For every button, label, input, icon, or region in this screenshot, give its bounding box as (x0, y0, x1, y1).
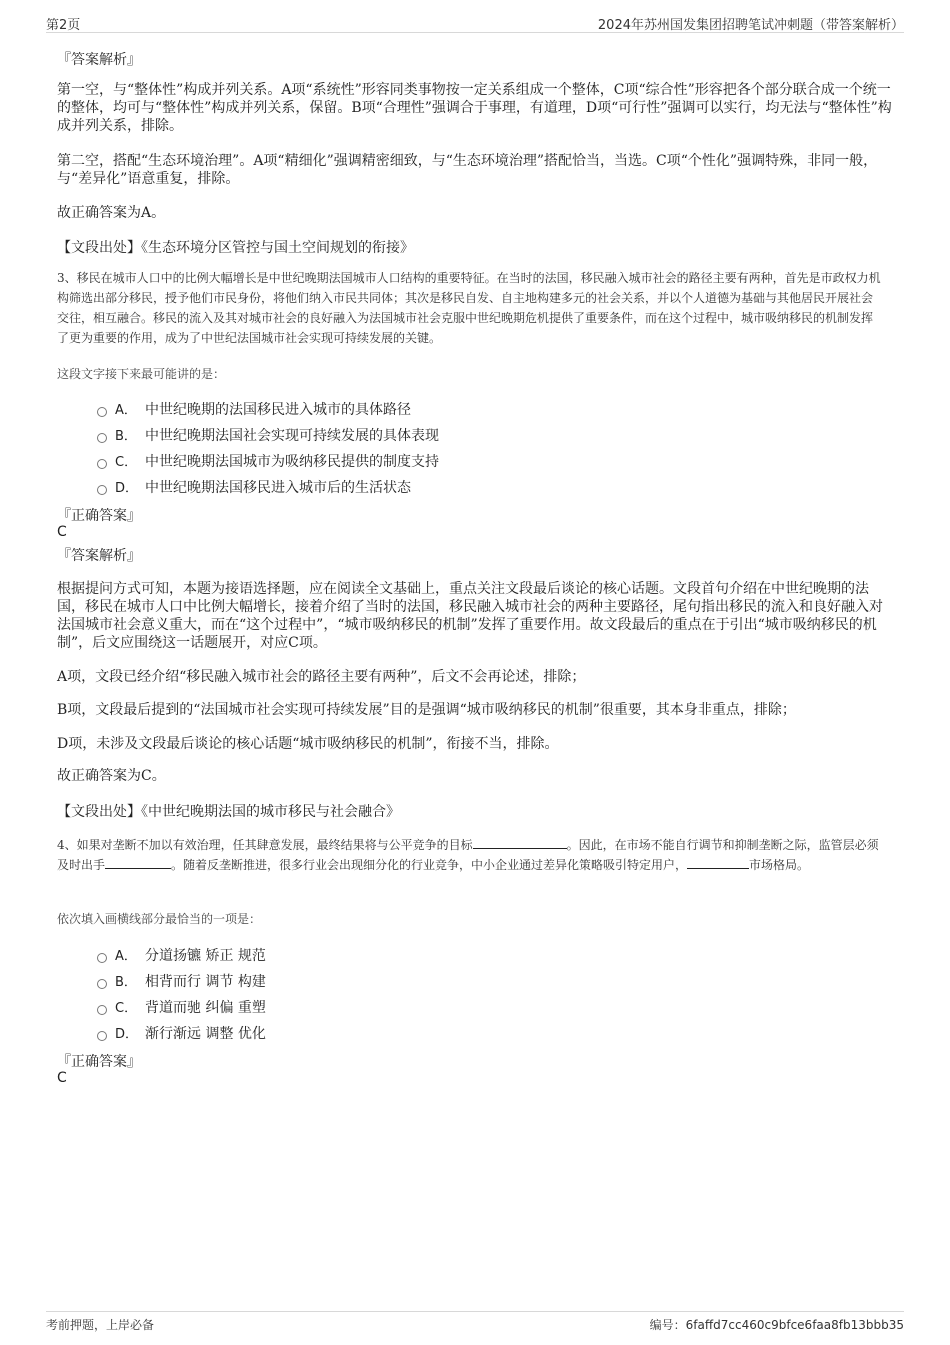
question-4-option-c[interactable]: C． 背道而驰 纠偏 重塑 (97, 997, 266, 1017)
analysis-paragraph: 根据提问方式可知，本题为接语选择题，应在阅读全文基础上，重点关注文段最后谈论的核心话题。文段首句介绍在中世纪晚期的法国，移民在城市人口中比例大幅增长，接着介绍了当时的法国，移民融入城市社会的两种主要路径，尾句指出移民的流入和良好融入对法国城市社会意义重大，而在“这个过程中”，“城市吸纳移民的机制”发挥了重要作用。故文段最后的重点在于引出“城市吸纳移民的机制”，后文应围绕这一话题展开，对应C项。 (57, 581, 883, 651)
radio-icon[interactable] (97, 485, 107, 495)
source-citation: 【文段出处】《生态环境分区管控与国土空间规划的衔接》 (57, 240, 414, 256)
fill-blank-1[interactable] (473, 836, 567, 849)
question-4-option-a[interactable]: A． 分道扬镳 矫正 规范 (97, 945, 266, 965)
footer-slogan: 考前押题，上岸必备 (46, 1318, 155, 1332)
question-4-option-b[interactable]: B． 相背而行 调节 构建 (97, 971, 266, 991)
page-number: 第2页 (46, 18, 81, 33)
question-3-stem: 3、移民在城市人口中的比例大幅增长是中世纪晚期法国城市人口结构的重要特征。在当时的法国，移民融入城市社会的路径主要有两种，首先是市政权力机构筛选出部分移民，授予他们市民身份，将他们纳入市民共同体；其次是移民自发、自主地构建多元的社会关系，并以个人道德为基础与其他居民开展社会交往，相互融合。移民的流入及其对城市社会的良好融入为法国城市社会克服中世纪晚期危机提供了重要条件，而在这个过程中，城市吸纳移民的机制发挥了更为重要的作用，成为了中世纪法国城市社会实现可持续发展的关键。 (57, 271, 881, 345)
document-title: 2024年苏州国发集团招聘笔试冲刺题（带答案解析） (597, 18, 904, 33)
analysis-paragraph-1: 第一空，与“整体性”构成并列关系。A项“系统性”形容同类事物按一定关系组成一个整体，C项“综合性”形容把各个部分联合成一个统一的整体，均可与“整体性”构成并列关系，保留。B项“合理性”强调合于事理，有道理，D项“可行性”强调可以实行，均无法与“整体性”构成并列关系，排除。 (57, 82, 892, 134)
question-3-option-d[interactable]: D． 中世纪晚期法国移民进入城市后的生活状态 (97, 477, 411, 497)
document-code: 编号：6faffd7cc460c9bfce6faa8fb13bbb35 (649, 1318, 904, 1332)
radio-icon[interactable] (97, 1005, 107, 1015)
radio-icon[interactable] (97, 953, 107, 963)
analysis-note-b: B项，文段最后提到的“法国城市社会实现可持续发展”目的是强调“城市吸纳移民的机制”很重要，其本身非重点，排除； (57, 702, 796, 718)
analysis-conclusion: 故正确答案为A。 (57, 205, 166, 221)
analysis-note-a: A项，文段已经介绍“移民融入城市社会的路径主要有两种”，后文不会再论述，排除； (57, 669, 586, 685)
question-3-prompt: 这段文字接下来最可能讲的是： (57, 367, 226, 381)
question-4-option-d[interactable]: D． 渐行渐远 调整 优化 (97, 1023, 266, 1043)
radio-icon[interactable] (97, 459, 107, 469)
analysis-conclusion: 故正确答案为C。 (57, 768, 166, 784)
question-4-stem: 4、如果对垄断不加以有效治理，任其肆意发展，最终结果将与公平竞争的目标 。因此，在市场不能自行调节和抑制垄断之际，监管层必须及时出手 。随着反垄断推进，很多行业会出现细分化的行业竞争，中小企业通过差异化策略吸引特定用户， 市场格局。 (57, 838, 879, 872)
analysis-label: 『答案解析』 (57, 52, 141, 68)
question-4-prompt: 依次填入画横线部分最恰当的一项是： (57, 912, 262, 926)
radio-icon[interactable] (97, 407, 107, 417)
analysis-label: 『答案解析』 (57, 548, 141, 564)
correct-answer-label: 『正确答案』 (57, 508, 141, 524)
radio-icon[interactable] (97, 1031, 107, 1041)
correct-answer: C (57, 524, 67, 540)
page-footer (46, 1311, 904, 1333)
page-header (46, 14, 904, 33)
analysis-paragraph-2: 第二空，搭配“生态环境治理”。A项“精细化”强调精密细致，与“生态环境治理”搭配恰当，当选。C项“个性化”强调特殊，非同一般，与“差异化”语意重复，排除。 (57, 153, 878, 187)
question-3-option-b[interactable]: B． 中世纪晚期法国社会实现可持续发展的具体表现 (97, 425, 439, 445)
question-3-option-a[interactable]: A． 中世纪晚期的法国移民进入城市的具体路径 (97, 399, 411, 419)
correct-answer-label: 『正确答案』 (57, 1054, 141, 1070)
correct-answer: C (57, 1070, 67, 1086)
radio-icon[interactable] (97, 979, 107, 989)
radio-icon[interactable] (97, 433, 107, 443)
fill-blank-2[interactable] (105, 856, 171, 869)
source-citation: 【文段出处】《中世纪晚期法国的城市移民与社会融合》 (57, 804, 400, 820)
analysis-note-d: D项，未涉及文段最后谈论的核心话题“城市吸纳移民的机制”，衔接不当，排除。 (57, 736, 559, 752)
fill-blank-3[interactable] (687, 856, 749, 869)
question-3-option-c[interactable]: C． 中世纪晚期法国城市为吸纳移民提供的制度支持 (97, 451, 439, 471)
